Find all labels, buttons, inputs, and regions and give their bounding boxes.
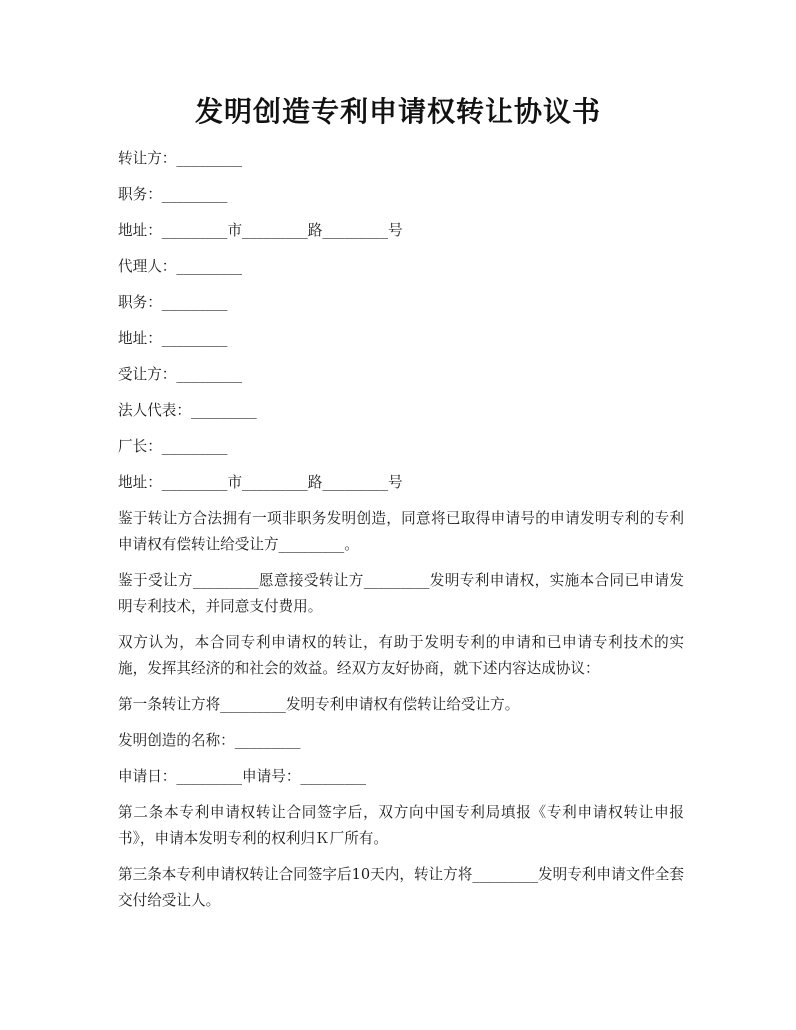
agent-address-line: 地址：_________ [118,330,228,347]
recital-transferee-paragraph: 鉴于受让方_________愿意接受转让方_________发明专利申请权，实施本合同已申请发明专利技术，并同意支付费用。 [118,572,684,615]
agent-line: 代理人：_________ [118,258,243,275]
recital-transferor-paragraph: 鉴于转让方合法拥有一项非职务发明创造，同意将已取得申请号的申请发明专利的专利申请权有偿转让给受让方_________。 [118,510,684,553]
transferor-position-line: 职务：_________ [118,186,228,203]
article-two-paragraph: 第二条本专利申请权转让合同签字后，双方向中国专利局填报《专利申请权转让申报书》，申请本发明专利的权利归Ｋ厂所有。 [118,804,684,847]
article-three-paragraph: 第三条本专利申请权转让合同签字后10天内，转让方将_________发明专利申请文件全套交付给受让人。 [118,866,684,909]
factory-director-line: 厂长：_________ [118,438,228,455]
legal-representative-line: 法人代表：_________ [118,402,257,419]
document-body [118,146,684,924]
application-date-number-line: 申请日：_________申请号：_________ [118,768,367,785]
transferor-address-line: 地址：_________市_________路_________号 [118,222,403,239]
mutual-agreement-paragraph: 双方认为，本合同专利申请权的转让，有助于发明专利的申请和已申请专利技术的实施，发挥其经济的和社会的效益。经双方友好协商，就下述内容达成协议： [118,634,684,677]
article-one-paragraph: 第一条转让方将_________发明专利申请权有偿转让给受让方。 [118,696,520,713]
invention-name-line: 发明创造的名称：_________ [118,732,301,749]
transferor-line: 转让方：_________ [118,150,243,167]
document-title: 发明创造专利申请权转让协议书 [194,95,601,128]
transferee-address-line: 地址：_________市_________路_________号 [118,474,403,491]
transferee-line: 受让方：_________ [118,366,243,383]
agent-position-line: 职务：_________ [118,294,228,311]
